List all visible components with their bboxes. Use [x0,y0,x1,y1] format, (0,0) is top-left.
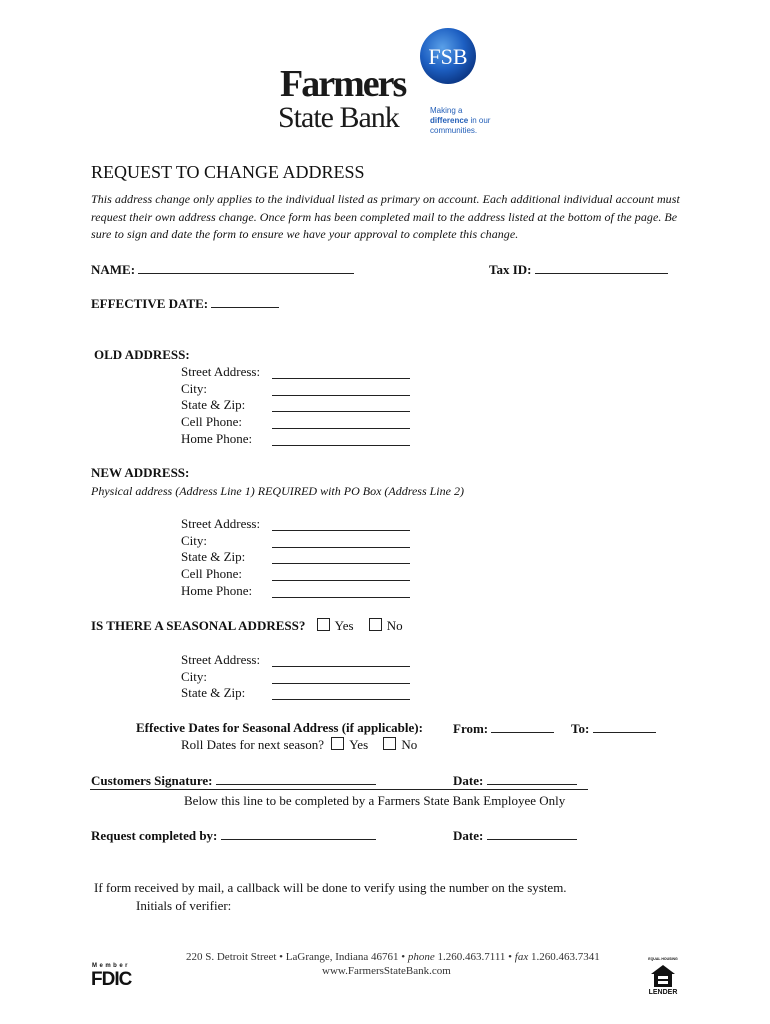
old-state-zip-field[interactable] [272,399,410,412]
old-address-heading: OLD ADDRESS: [94,347,190,362]
old-city-label: City: [181,381,208,396]
roll-dates-label: Roll Dates for next season? [181,737,324,752]
tagline-line1: Making a [430,106,463,115]
seasonal-effective-label: Effective Dates for Seasonal Address (if applicable): [136,720,423,735]
footer-fax-label: fax [514,951,529,963]
seasonal-state-zip-field[interactable] [272,687,410,700]
seasonal-no-checkbox[interactable] [369,618,382,631]
signature-date-field[interactable] [487,772,577,785]
fdic-member-text: Member [92,963,131,969]
footer-phone: 1.260.463.7111 • [437,951,513,963]
callback-note: If form received by mail, a callback will be done to verify using the number on the system. [94,880,567,895]
intro-paragraph: This address change only applies to the individual listed as primary on account. Each additional individual account must request their own address change. Once form has been completed mail to the address listed at the bottom of the page. Be sure to sign and date the form to ensure we have your approval to complete this change. [91,192,680,241]
new-address-heading: NEW ADDRESS: [91,465,190,480]
seasonal-row [91,618,403,634]
from-row [453,720,554,737]
seasonal-yes-checkbox[interactable] [317,618,330,631]
signature-field[interactable] [216,772,376,785]
signature-date-label: Date: [453,773,484,788]
taxid-row [489,261,668,278]
footer-fax: 1.260.463.7341 [530,951,600,963]
to-row [571,720,656,737]
page-title: REQUEST TO CHANGE ADDRESS [91,162,365,182]
completed-date-field[interactable] [487,827,577,840]
footer-address: 220 S. Detroit Street • LaGrange, Indiana 46761 • [186,951,406,963]
new-home-field[interactable] [272,585,410,598]
taxid-label: Tax ID: [489,262,532,277]
old-cell-label: Cell Phone: [181,414,243,429]
tagline [430,106,490,136]
from-field[interactable] [491,720,554,733]
employee-only-note: Below this line to be completed by a Farmers State Bank Employee Only [184,793,566,808]
signature-label: Customers Signature: [91,773,213,788]
footer-address-line [186,951,600,963]
name-field[interactable] [138,261,354,274]
roll-no-checkbox[interactable] [383,737,396,750]
old-home-field[interactable] [272,433,410,446]
eho-bottom-text: LENDER [648,989,678,996]
completed-by-row [91,827,376,844]
seasonal-state-zip-label: State & Zip: [181,685,246,700]
completed-by-label: Request completed by: [91,828,218,843]
signature-date-row [453,772,577,789]
new-city-field[interactable] [272,535,410,548]
equal-housing-icon [650,964,676,988]
to-field[interactable] [593,720,656,733]
effective-date-row [91,295,279,312]
roll-no-label: No [401,737,418,752]
new-state-zip-field[interactable] [272,551,410,564]
footer-website: www.FarmersStateBank.com [322,965,451,977]
tagline-difference: difference [430,116,469,125]
old-cell-field[interactable] [272,416,410,429]
old-home-label: Home Phone: [181,431,253,446]
new-home-label: Home Phone: [181,583,253,598]
old-street-label: Street Address: [181,364,261,379]
effective-date-field[interactable] [211,295,279,308]
footer-phone-label: phone [407,951,435,963]
tagline-line3: communities. [430,126,478,135]
new-city-label: City: [181,533,208,548]
seasonal-city-field[interactable] [272,671,410,684]
new-street-field[interactable] [272,518,410,531]
logo-farmers: Farmers [280,63,406,105]
old-state-zip-label: State & Zip: [181,397,246,412]
seasonal-yes-label: Yes [334,618,354,633]
taxid-field[interactable] [535,261,668,274]
roll-dates-row [181,737,417,753]
effective-date-label: EFFECTIVE DATE: [91,296,209,311]
signature-row [91,772,376,789]
new-state-zip-label: State & Zip: [181,549,246,564]
initials-label: Initials of verifier: [136,898,232,913]
from-label: From: [453,721,489,736]
old-street-field[interactable] [272,366,410,379]
seal-text: FSB [428,44,468,69]
new-street-label: Street Address: [181,516,261,531]
roll-yes-label: Yes [349,737,369,752]
new-address-note: Physical address (Address Line 1) REQUIRED with PO Box (Address Line 2) [91,484,464,498]
fdic-text: FDIC [91,969,132,990]
fsb-seal-icon [418,26,478,86]
tagline-line2 [430,116,490,126]
seasonal-no-label: No [386,618,403,633]
seasonal-city-label: City: [181,669,208,684]
name-label: NAME: [91,262,136,277]
old-city-field[interactable] [272,383,410,396]
logo-state-bank: State Bank [278,101,399,134]
seasonal-question: IS THERE A SEASONAL ADDRESS? [91,618,306,633]
completed-date-label: Date: [453,828,484,843]
seasonal-street-field[interactable] [272,654,410,667]
completed-date-row [453,827,577,844]
completed-by-field[interactable] [221,827,376,840]
to-label: To: [571,721,590,736]
new-cell-field[interactable] [272,568,410,581]
eho-top-text: EQUAL HOUSING [648,957,678,961]
tagline-in-our: in our [468,116,491,125]
divider-line [90,789,588,790]
name-row [91,261,354,278]
seasonal-street-label: Street Address: [181,652,261,667]
new-cell-label: Cell Phone: [181,566,243,581]
roll-yes-checkbox[interactable] [331,737,344,750]
